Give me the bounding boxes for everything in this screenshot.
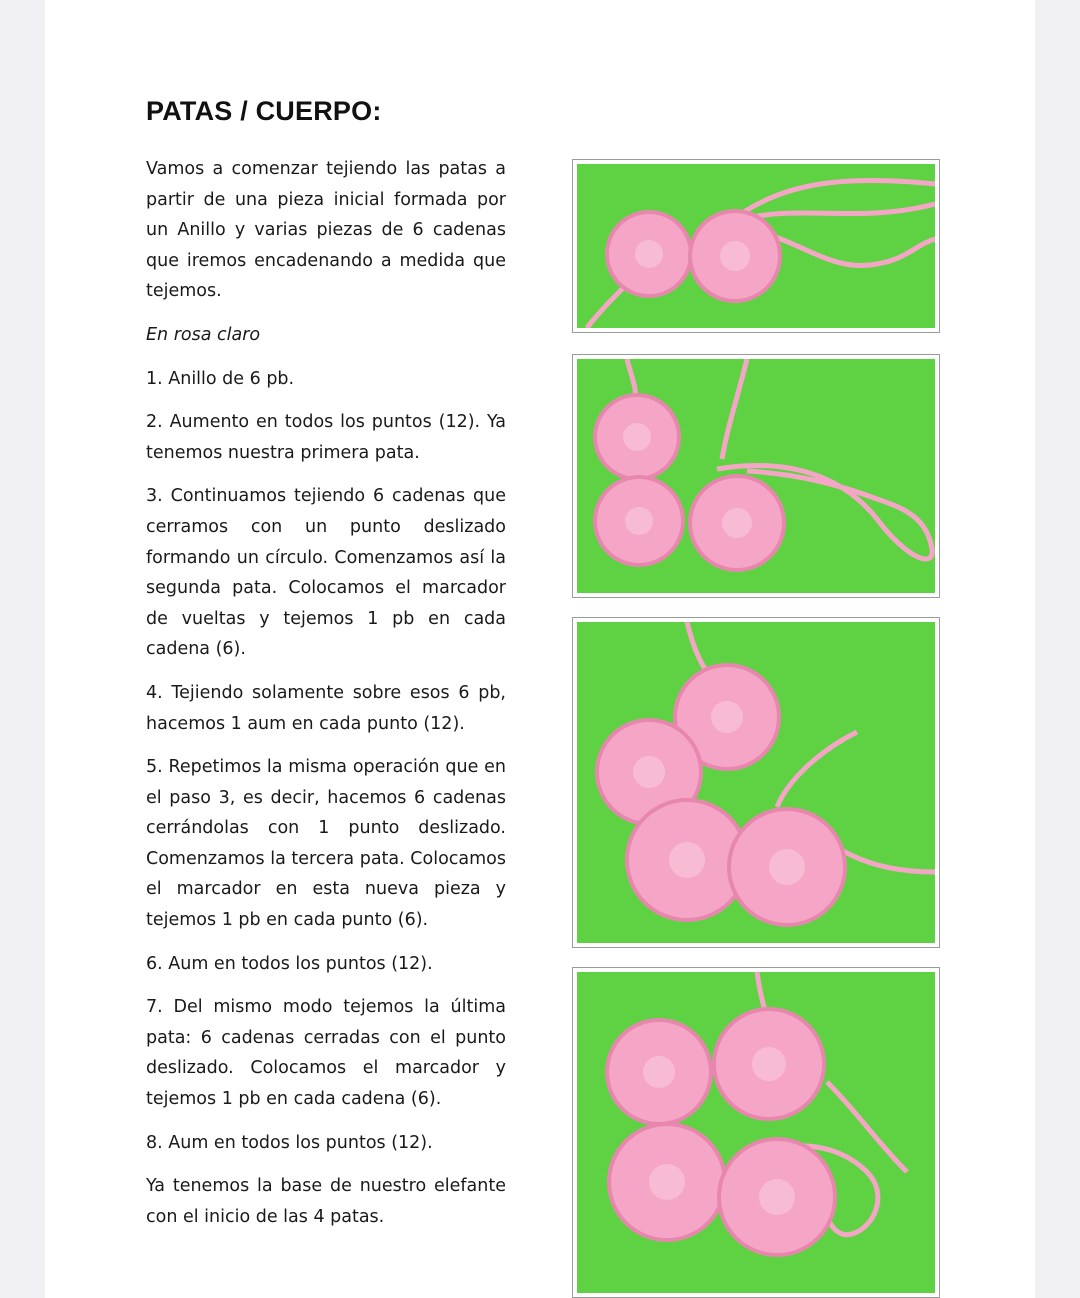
intro-paragraph: Vamos a comenzar tejiendo las patas a partir de una pieza inicial formada por un Anillo y varias piezas de 6 cadenas que iremos encadenando a medida que tejemos. — [146, 159, 506, 302]
step-8: 8. Aum en todos los puntos (12). — [146, 1132, 433, 1153]
section-title: PATAS / CUERPO: — [146, 96, 382, 126]
color-note: En rosa claro — [146, 324, 261, 345]
photo-step-1 — [572, 159, 940, 333]
photo-step-4 — [572, 967, 940, 1298]
crochet-photo-image — [577, 359, 935, 593]
photo-step-2 — [572, 354, 940, 598]
crochet-photo-image — [577, 972, 935, 1293]
step-7: 7. Del mismo modo tejemos la última pata: 6 cadenas cerradas con el punto deslizado. Colocamos el marcador y tejemos 1 pb en cada cadena (6). — [146, 997, 506, 1110]
crochet-photo-image — [577, 164, 935, 328]
crochet-photo-image — [577, 622, 935, 943]
step-6: 6. Aum en todos los puntos (12). — [146, 953, 433, 974]
instructions-column — [146, 154, 506, 1245]
photo-step-3 — [572, 617, 940, 948]
step-5: 5. Repetimos la misma operación que en el paso 3, es decir, hacemos 6 cadenas cerrándolas con 1 punto deslizado. Comenzamos la tercera pata. Colocamos el marcador en esta nueva pieza y tejemos 1 pb en cada punto (6). — [146, 757, 506, 931]
closing-paragraph: Ya tenemos la base de nuestro elefante con el inicio de las 4 patas. — [146, 1176, 506, 1227]
step-4: 4. Tejiendo solamente sobre esos 6 pb, hacemos 1 aum en cada punto (12). — [146, 682, 506, 734]
step-2: 2. Aumento en todos los puntos (12). Ya tenemos nuestra primera pata. — [146, 412, 506, 463]
step-1: 1. Anillo de 6 pb. — [146, 368, 295, 389]
step-3: 3. Continuamos tejiendo 6 cadenas que cerramos con un punto deslizado formando un círculo. Comenzamos así la segunda pata. Colocamos el marcador de vueltas y tejemos 1 pb en cada cadena (6). — [146, 486, 506, 660]
document-page — [45, 0, 1035, 1298]
